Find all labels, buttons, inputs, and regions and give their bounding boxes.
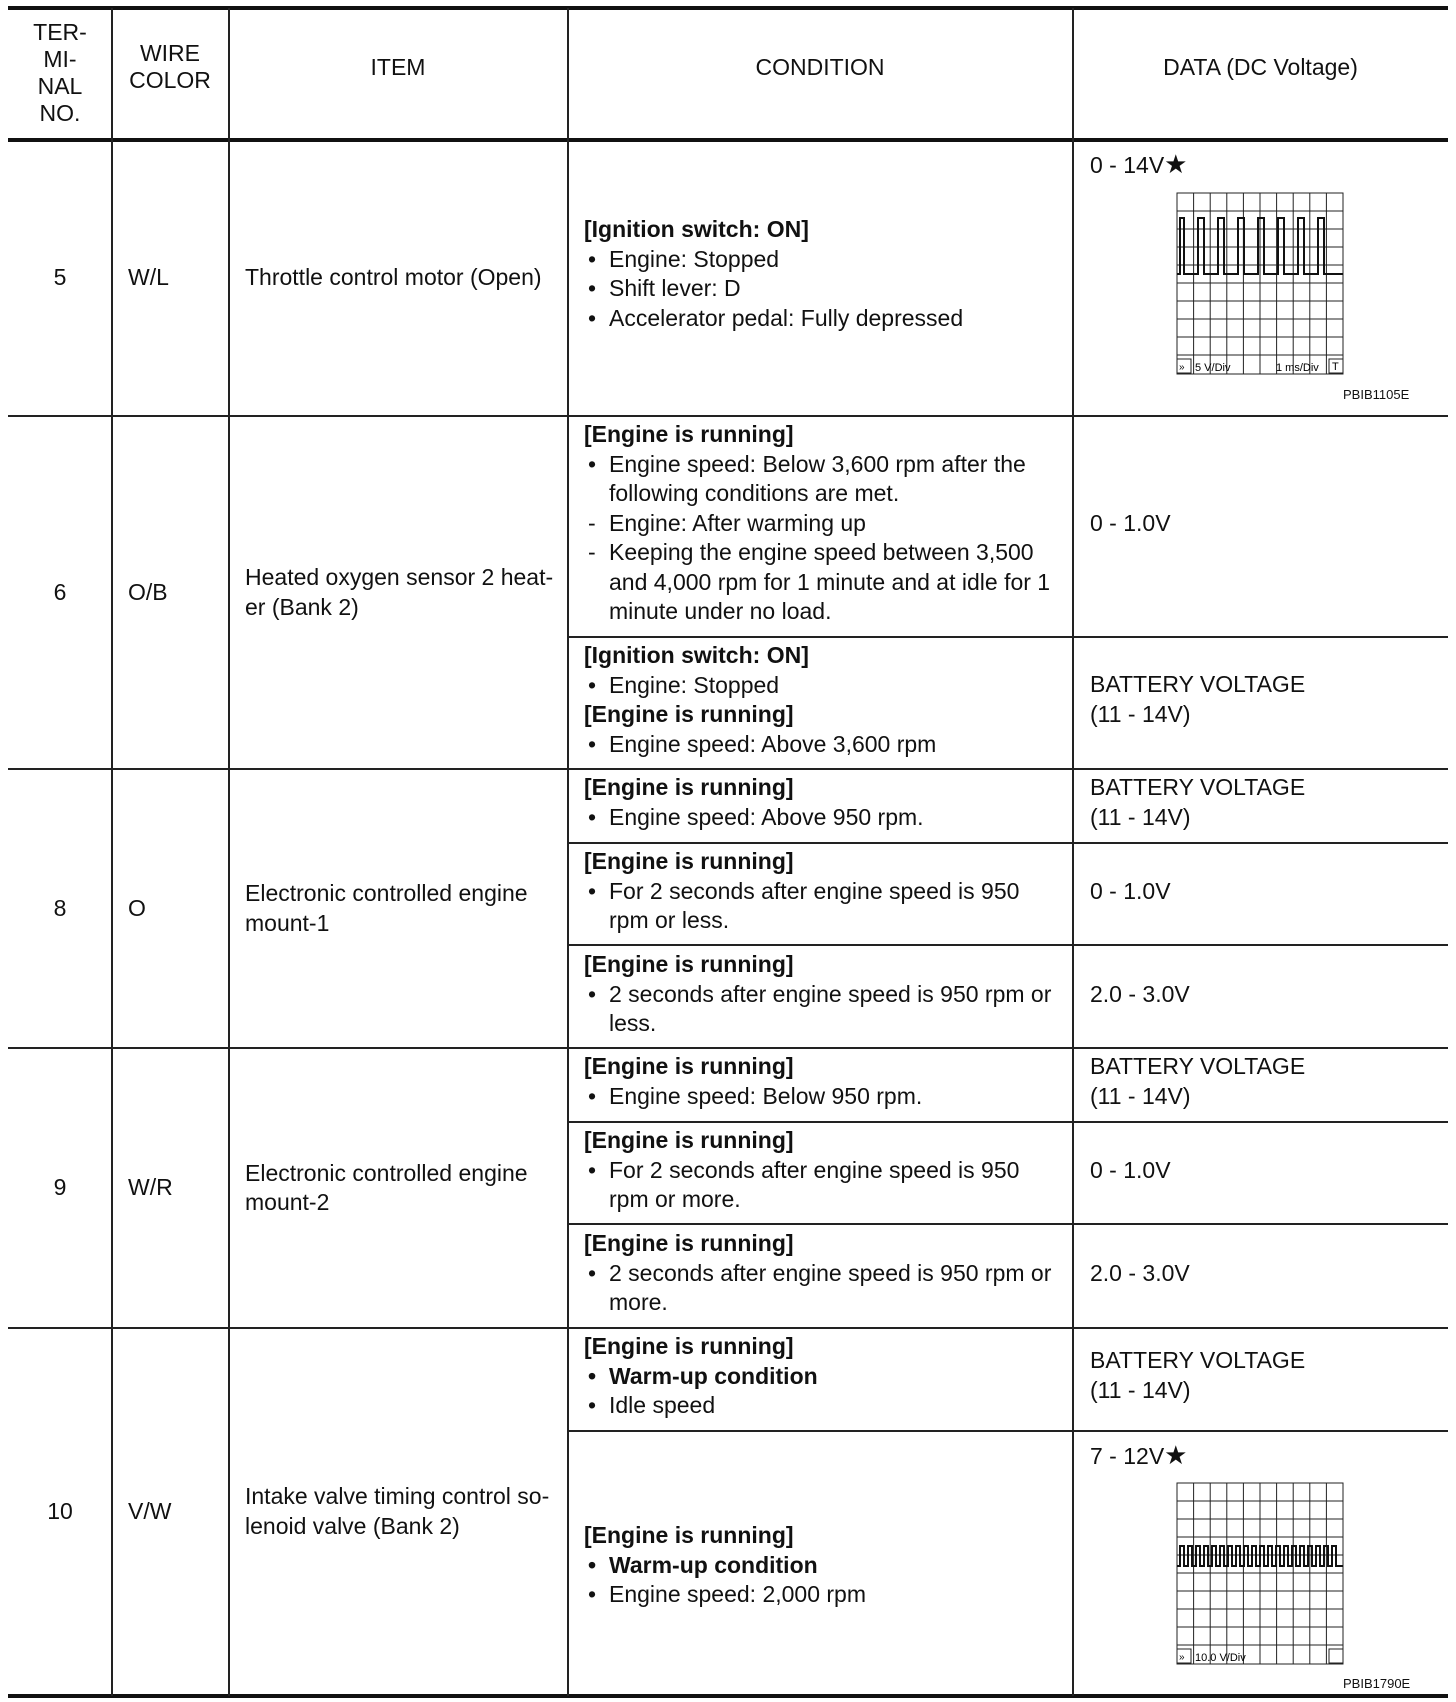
condition-line: • Accelerator pedal: Fully depressed xyxy=(584,304,1062,334)
condition-line: • Engine speed: Below 950 rpm. xyxy=(584,1082,1062,1112)
condition-title: [Engine is running] xyxy=(584,1522,794,1548)
data-line: (11 - 14V) xyxy=(1090,700,1191,727)
condition-block xyxy=(568,641,1072,759)
condition-title: [Engine is running] xyxy=(584,1127,794,1153)
condition-line: • For 2 seconds after engine speed is 950 rpm or more. xyxy=(584,1156,1062,1215)
header-terminal-no: TER- MI- NAL NO. xyxy=(33,19,87,126)
wire-color: O xyxy=(128,894,146,921)
condition-title: [Engine is running] xyxy=(584,1053,794,1079)
subrow-divider xyxy=(567,1223,1448,1225)
svg-text:»: » xyxy=(1179,1652,1185,1663)
terminal-number: 5 xyxy=(53,263,67,290)
subrow-divider xyxy=(567,1430,1448,1432)
condition-block xyxy=(568,1521,1072,1610)
item-name: Electronic controlled engine mount-2 xyxy=(245,1159,528,1215)
data-value: 0 - 1.0V xyxy=(1090,878,1171,904)
scale-volts: 5 V/Div xyxy=(1195,362,1231,374)
condition-block xyxy=(568,1332,1072,1421)
item-name: Heated oxygen sensor 2 heat-er (Bank 2) xyxy=(245,564,554,620)
data-value xyxy=(1090,670,1305,729)
condition-block xyxy=(568,847,1072,936)
header-item: ITEM xyxy=(370,53,426,80)
condition-block xyxy=(568,773,1072,832)
data-line: (11 - 14V) xyxy=(1090,1376,1191,1403)
condition-block xyxy=(568,1229,1072,1318)
data-line: (11 - 14V) xyxy=(1090,1082,1191,1109)
figure-code: PBIB1790E xyxy=(1343,1676,1411,1691)
condition-line: • For 2 seconds after engine speed is 950 rpm or less. xyxy=(584,877,1062,936)
condition-block xyxy=(568,215,1072,333)
condition-block xyxy=(568,1126,1072,1215)
condition-line: • Engine speed: Above 3,600 rpm xyxy=(584,730,1062,760)
condition-line: - Keeping the engine speed between 3,500 and 4,000 rpm for 1 minute and at idle for 1 minute under no load. xyxy=(584,538,1062,627)
terminal-number: 9 xyxy=(53,1174,67,1201)
condition-title: [Engine is running] xyxy=(584,774,794,800)
wire-color: W/L xyxy=(128,263,169,290)
terminal-number: 10 xyxy=(47,1497,73,1524)
column-rule xyxy=(1072,8,1074,1696)
condition-title: [Engine is running] xyxy=(584,421,794,447)
item-name: Electronic controlled engine mount-1 xyxy=(245,880,528,936)
data-value xyxy=(1090,1052,1305,1111)
condition-title: [Engine is running] xyxy=(584,951,794,977)
data-value xyxy=(1090,1346,1305,1405)
voltage-range: 7 - 12V xyxy=(1090,1443,1165,1469)
data-line: (11 - 14V) xyxy=(1090,803,1191,830)
data-value xyxy=(1090,150,1187,179)
header-wire-color: WIRE COLOR xyxy=(129,40,211,93)
terminal-number: 6 xyxy=(53,578,67,605)
trigger-marker: T xyxy=(1332,361,1339,373)
data-line: BATTERY VOLTAGE xyxy=(1090,1053,1306,1079)
condition-line: • Warm-up condition xyxy=(584,1362,1062,1392)
figure-code: PBIB1105E xyxy=(1343,387,1410,402)
condition-line: • Warm-up condition xyxy=(584,1551,1062,1581)
condition-block xyxy=(568,950,1072,1039)
svg-text:»: » xyxy=(1179,362,1185,373)
wire-color: O/B xyxy=(128,578,168,605)
condition-line: • Engine: Stopped xyxy=(584,671,1062,701)
header-condition: CONDITION xyxy=(755,53,885,80)
item-name: Throttle control motor (Open) xyxy=(245,263,542,290)
oscilloscope-waveform-5 xyxy=(1176,192,1346,376)
waveform-graph xyxy=(1176,192,1346,376)
subrow-divider xyxy=(567,636,1448,638)
data-value: 2.0 - 3.0V xyxy=(1090,1260,1190,1286)
data-line: BATTERY VOLTAGE xyxy=(1090,774,1306,800)
condition-line: • Engine: Stopped xyxy=(584,245,1062,275)
condition-line: • 2 seconds after engine speed is 950 rpm or less. xyxy=(584,980,1062,1039)
voltage-range: 0 - 14V xyxy=(1090,152,1165,178)
condition-block xyxy=(568,420,1072,627)
waveform-graph xyxy=(1176,1482,1346,1666)
subrow-divider xyxy=(567,842,1448,844)
star-icon: ★ xyxy=(1164,1440,1188,1470)
header-data: DATA (DC Voltage) xyxy=(1163,53,1358,80)
waveform-trace xyxy=(1177,1546,1343,1566)
star-icon: ★ xyxy=(1164,149,1188,179)
condition-title: [Ignition switch: ON] xyxy=(584,642,809,668)
data-value xyxy=(1090,773,1305,832)
condition-title: [Engine is running] xyxy=(584,848,794,874)
condition-line: • Shift lever: D xyxy=(584,274,1062,304)
data-line: BATTERY VOLTAGE xyxy=(1090,671,1306,697)
oscilloscope-waveform-10 xyxy=(1176,1482,1346,1666)
data-line: BATTERY VOLTAGE xyxy=(1090,1347,1306,1373)
condition-title: [Engine is running] xyxy=(584,701,794,727)
data-value: 0 - 1.0V xyxy=(1090,510,1171,536)
condition-line: • 2 seconds after engine speed is 950 rpm or more. xyxy=(584,1259,1062,1318)
scale-volts: 10.0 V/Div xyxy=(1195,1652,1246,1664)
data-value: 0 - 1.0V xyxy=(1090,1157,1171,1183)
condition-title: [Engine is running] xyxy=(584,1230,794,1256)
item-name: Intake valve timing control so-lenoid valve (Bank 2) xyxy=(245,1483,550,1539)
data-value xyxy=(1090,1441,1187,1470)
condition-title: [Engine is running] xyxy=(584,1333,794,1359)
wire-color: W/R xyxy=(128,1174,173,1201)
condition-line: • Engine speed: Below 3,600 rpm after the following conditions are met. xyxy=(584,450,1062,509)
subrow-divider xyxy=(567,944,1448,946)
wire-color: V/W xyxy=(128,1497,172,1524)
condition-block xyxy=(568,1052,1072,1111)
terminal-number: 8 xyxy=(53,894,67,921)
column-rule xyxy=(228,8,230,1696)
condition-line: • Engine speed: Above 950 rpm. xyxy=(584,803,1062,833)
scale-time: 1 ms/Div xyxy=(1276,362,1319,374)
condition-title: [Ignition switch: ON] xyxy=(584,216,809,242)
condition-line: - Engine: After warming up xyxy=(584,509,1062,539)
data-value: 2.0 - 3.0V xyxy=(1090,981,1190,1007)
subrow-divider xyxy=(567,1121,1448,1123)
condition-line: • Engine speed: 2,000 rpm xyxy=(584,1580,1062,1610)
condition-line: • Idle speed xyxy=(584,1391,1062,1421)
table-bottom-rule xyxy=(8,1694,1448,1698)
